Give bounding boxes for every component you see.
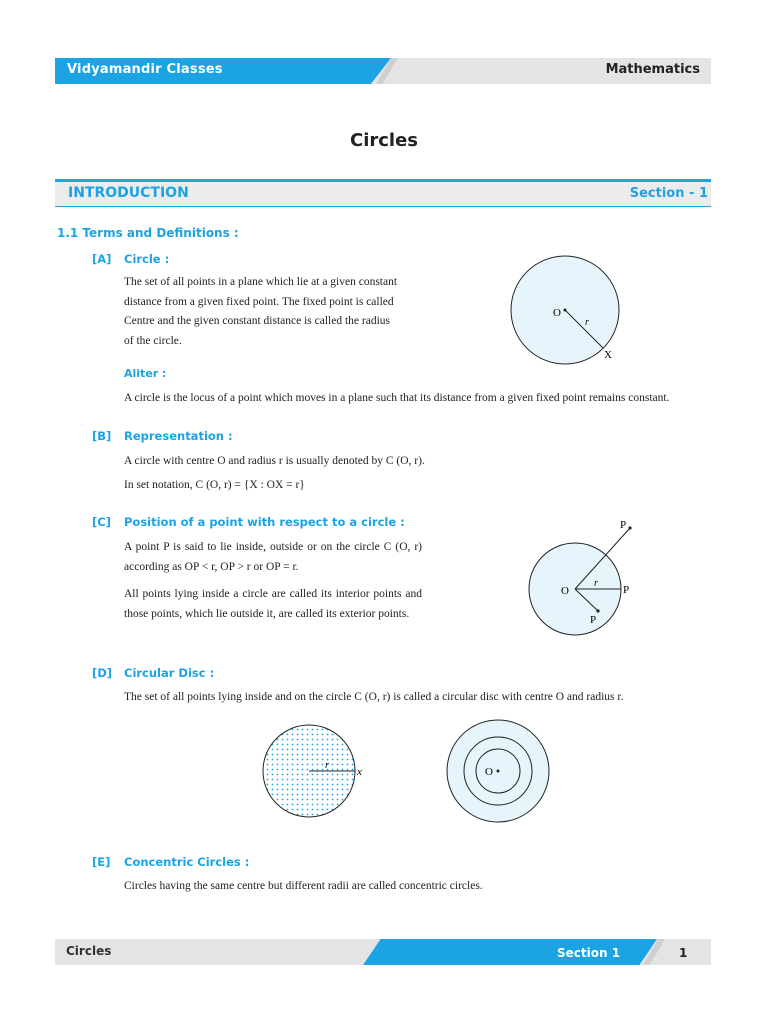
page-title: Circles [349, 130, 419, 151]
figure-point-positions [520, 514, 645, 640]
footer-section: Section 1 [557, 946, 621, 960]
b-title: Representation : [124, 429, 233, 443]
exterior-point [628, 526, 631, 529]
c-title: Position of a point with respect to a circle : [124, 515, 405, 529]
centre-point [497, 770, 500, 773]
fig3-r-label: r [325, 760, 329, 771]
centre-point [564, 309, 567, 312]
e-title: Concentric Circles : [124, 855, 250, 869]
a-line: The set of all points in a plane which lie at a given constant [124, 276, 398, 288]
b-label: [B] [92, 429, 112, 443]
fig2-p-bottom-label: P [590, 614, 597, 626]
fig3-x-label: x [357, 766, 362, 778]
fig4-o-label: O [485, 766, 493, 778]
figure-circle-radius [505, 252, 635, 372]
fig2-p-right-label: P [623, 584, 630, 596]
fig2-r-label: r [594, 578, 598, 589]
interior-point [596, 609, 599, 612]
fig1-o-label: O [553, 307, 561, 319]
fig1-x-label: X [604, 349, 612, 361]
section-heading-1-1: 1.1 Terms and Definitions : [57, 226, 239, 240]
aliter-text: A circle is the locus of a point which moves in a plane such that its distance from a given fixed point remains constant. [124, 392, 670, 404]
a-definition [124, 273, 434, 351]
c-para-2: All points lying inside a circle are called its interior points and those points, which lie outside it, are called its exterior points. [124, 588, 422, 620]
d-label: [D] [92, 666, 113, 680]
e-text: Circles having the same centre but different radii are called concentric circles. [124, 880, 483, 892]
a-line: Centre and the given constant distance is called the radius [124, 315, 391, 327]
b-line-1: A circle with centre O and radius r is usually denoted by C (O, r). [124, 455, 425, 467]
d-text: The set of all points lying inside and on the circle C (O, r) is called a circular disc with centre O and radius r. [124, 691, 624, 703]
footer-chapter: Circles [66, 944, 112, 958]
b-line-2: In set notation, C (O, r) = {X : OX = r} [124, 479, 305, 491]
e-label: [E] [92, 855, 111, 869]
c-label: [C] [92, 515, 111, 529]
header-brand: Vidyamandir Classes [67, 62, 223, 77]
figure-concentric-circles [443, 715, 555, 827]
header-subject: Mathematics [605, 62, 700, 77]
fig2-p-top-label: P [620, 519, 627, 531]
a-title: Circle : [124, 252, 170, 266]
figure-circular-disc [255, 722, 375, 822]
intro-section: Section - 1 [629, 186, 708, 201]
aliter-label: Aliter : [124, 367, 167, 380]
fig1-r-label: r [585, 317, 589, 328]
page-number: 1 [679, 946, 688, 960]
intro-label: INTRODUCTION [68, 185, 189, 201]
c-para-1: A point P is said to lie inside, outside or on the circle C (O, r) according as OP < r, OP > r or OP = r. [124, 541, 422, 573]
d-title: Circular Disc : [124, 666, 215, 680]
fig2-o-label: O [561, 585, 569, 597]
a-label: [A] [92, 252, 112, 266]
a-line: distance from a given fixed point. The fixed point is called [124, 295, 394, 308]
a-line: of the circle. [124, 334, 182, 347]
